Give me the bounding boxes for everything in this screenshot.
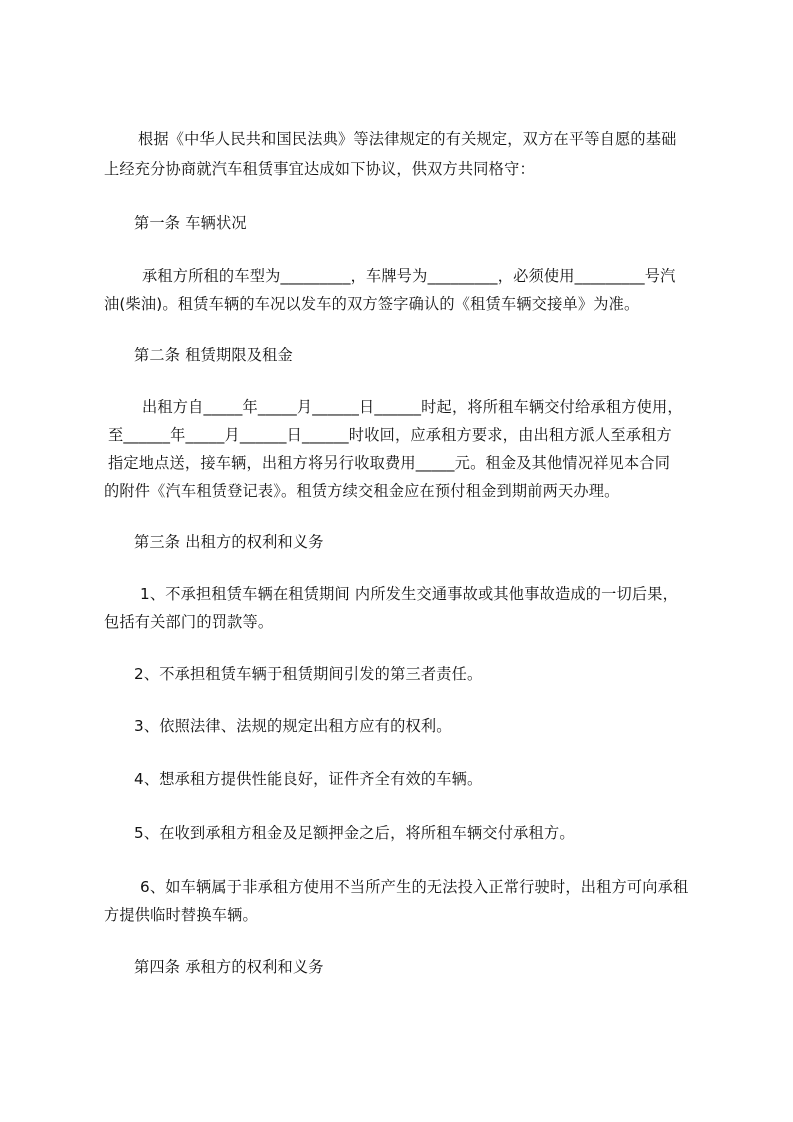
- article-3-heading: 第三条 出租方的权利和义务: [134, 533, 324, 551]
- intro-line-1: 根据《中华人民共和国民法典》等法律规定的有关规定，双方在平等自愿的基础: [138, 130, 677, 148]
- article-3-item-1-line-2: 包括有关部门的罚款等。: [104, 613, 274, 631]
- article-3-item-4: 4、想承租方提供性能良好，证件齐全有效的车辆。: [134, 770, 483, 788]
- article-1-heading: 第一条 车辆状况: [134, 214, 247, 232]
- article-2-line-3: 指定地点送，接车辆，出租方将另行收取费用_____元。租金及其他情况祥见本合同: [108, 454, 671, 472]
- article-3-item-2: 2、不承担租赁车辆于租赁期间引发的第三者责任。: [134, 665, 483, 683]
- article-2-heading: 第二条 租赁期限及租金: [134, 346, 293, 364]
- article-2-line-2: 至______年_____月______日______时收回，应承租方要求，由出租方派人至承租方: [108, 426, 672, 444]
- intro-line-2: 上经充分协商就汽车租赁事宜达成如下协议，供双方共同格守：: [104, 160, 535, 178]
- article-3-item-5: 5、在收到承租方租金及足额押金之后，将所租车辆交付承租方。: [134, 824, 575, 842]
- article-3-item-6-line-2: 方提供临时替换车辆。: [104, 906, 258, 924]
- article-1-line-1: 承租方所租的车型为_________，车牌号为_________，必须使用_________号汽: [142, 267, 676, 285]
- article-1-line-2: 油(柴油)。租赁车辆的车况以发车的双方签字确认的《租赁车辆交接单》为准。: [104, 295, 640, 313]
- article-3-item-1-line-1: 1、不承担租赁车辆在租赁期间 内所发生交通事故或其他事故造成的一切后果，: [140, 585, 679, 603]
- article-2-line-1: 出租方自_____年_____月______日______时起，将所租车辆交付给承租方使用，: [142, 398, 683, 416]
- article-4-heading: 第四条 承租方的权利和义务: [134, 958, 324, 976]
- article-2-line-4: 的附件《汽车租赁登记表》。租赁方续交租金应在预付租金到期前两天办理。: [104, 482, 620, 500]
- article-3-item-6-line-1: 6、如车辆属于非承租方使用不当所产生的无法投入正常行驶时，出租方可向承租: [140, 878, 689, 896]
- article-3-item-3: 3、依照法律、法规的规定出租方应有的权利。: [134, 717, 452, 735]
